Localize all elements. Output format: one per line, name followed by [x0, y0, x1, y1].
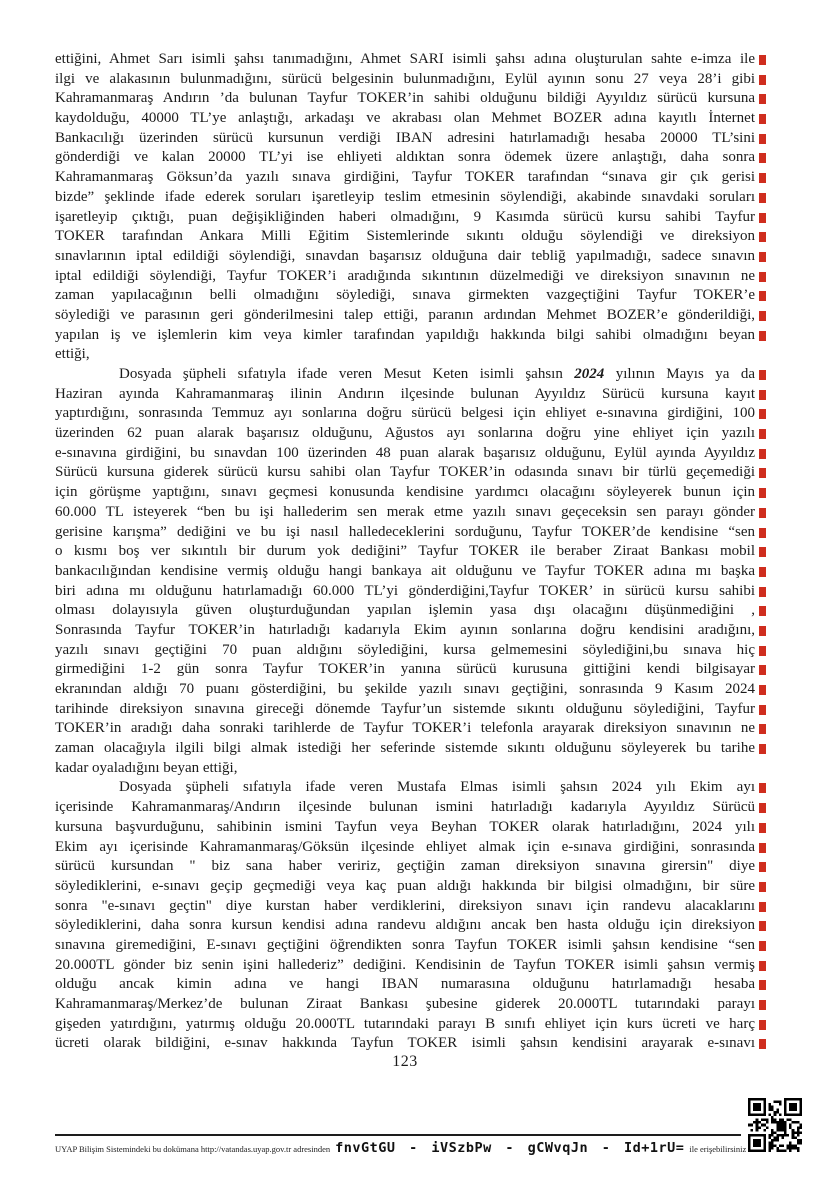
body-line: biri adına mı olduğunu hatırlamadığı 60.000 TL’yi gönderdiğini,Tayfur TOKER’ in sürücü kursu sahibi: [55, 582, 755, 602]
paragraph-2: [55, 365, 755, 778]
body-line: Ekim ayı içerisinde Kahramanmaraş/Göksün ilçesinde ehliyet almak için e-sınava girdiğini, sonrasında: [55, 838, 755, 858]
footer-suffix-text: ile erişebilirsiniz: [689, 1144, 747, 1154]
body-line: zaman olacağıyla ilgili bilgi almak istediği her seferinde sistemde sıkıntı olduğunu söyleyerek bu tarihe: [55, 739, 755, 759]
body-line: ücreti olarak bildiğini, e-sınav hakkında Tayfun TOKER isimli şahsın kendisini arayarak e-sınavı: [55, 1034, 755, 1054]
body-line: ettiğini, Ahmet Sarı isimli şahsı tanımadığını, Ahmet SARI isimli şahsı adına oluşturulan sahte e-imza ile: [55, 50, 755, 70]
body-line: bankacılığından kendisine vermiş olduğu hangi bankaya ait olduğunu ve Tayfur TOKER adına mı başka: [55, 562, 755, 582]
body-line: ettiği,: [55, 346, 90, 363]
body-line: yaptırdığını, sonrasında Temmuz ayı sonlarına doğru sürücü belgesi için ehliyet e-sınavına girdiğini, 100: [55, 404, 755, 424]
body-line: 60.000 TL isteyerek “ben bu işi hallederim sen merak etme yazılı sınavı geçeceksin sen parayı gönder: [55, 503, 755, 523]
body-line: sürücü kursundan " biz sana haber veririz, geçtiğin zaman direksiyon sınavına girersin" diye: [55, 857, 755, 877]
body-line: yapılan iş ve işlemlerin kim veya kimler tarafından yapıldığı hakkında bilgi sahibi olmadığını beyan: [55, 326, 755, 346]
body-line: söylediği ve parasının geri gönderilmesini talep ettiği, paranın ardından Mehmet BOZER’e gönderildiği,: [55, 306, 755, 326]
body-line: zaman yapılacağının belli olmadığını söylediği, sınava girmekten vazgeçtiğini Tayfur TOKER’e: [55, 286, 755, 306]
body-line: gişeden yatırdığını, yatırmış olduğu 20.000TL tutarındaki parayı B sınıfı ehliyet için kurs ücreti ve harç: [55, 1015, 755, 1035]
body-line: Sürücü kursuna giderek sürücü kursu sahibi olan Tayfur TOKER’in odasında sınavı bir türlü geçemediği: [55, 463, 755, 483]
body-line: söylediklerini, daha sonra kursun kendisi adına randevu aldığını ancak ben hasta olduğu için direksiyon: [55, 916, 755, 936]
body-line: Sonrasında Tayfur TOKER’in hatırladığı kadarıyla Ekim ayının sonlarına doğru kendisini aradığını,: [55, 621, 755, 641]
body-line: e-sınavına girdiğini, bu sınavdan 100 üzerinden 48 puan alarak başarısız olduğunu, Eylül ayında Ayyıldız: [55, 444, 755, 464]
body-line: ekranından aldığı 70 puanı gösterdiğini, bu şekilde yazılı sınavı geçtiğini, sonrasında 9 Kasım 2024: [55, 680, 755, 700]
body-line: içerisinde Kahramanmaraş/Andırın ilçesinde bulunan ismini hatırladığı kadarıyla Ayyıldız Sürücü: [55, 798, 755, 818]
body-line: söylediklerini, e-sınavı geçip geçmediği veya kaç puan aldığı hakkında bir bilgisi olmadığını, bir süre: [55, 877, 755, 897]
body-line: 20.000TL gönder biz senin işini hallederiz” dediğini. Kendisinin de Tayfun TOKER isimli şahsın vermiş: [55, 956, 755, 976]
body-line: Kahramanmaraş Andırın ’da bulunan Tayfur TOKER’in sahibi olduğunu bildiği Ayyıldız sürücü kursuna: [55, 89, 755, 109]
body-line: kaydolduğu, 40000 TL’ye anlaştığı, arkadaşı ve akrabası olan Mehmet BOZER adına kayıtlı İnternet: [55, 109, 755, 129]
uyap-access-code: fnvGtGU - iVSzbPw - gCWvqJn - Id+1rU=: [335, 1140, 685, 1156]
paragraph-3: [55, 778, 755, 1054]
body-line: gerisine karışma” dediğini ve bu işi nasıl halledeceklerini sorduğunu, Tayfur TOKER’de kendisine “sen: [55, 523, 755, 543]
document-body: [55, 50, 755, 1054]
body-line: iptal edildiği söylendiği, Tayfur TOKER’i aradığında sıkıntının düzelmediği ve direksiyon sınavının ne: [55, 267, 755, 287]
body-line: sonra "e-sınavı geçtin" diye kurstan haber verdiklerini, direksiyon sınavı için randevu alacaklarını: [55, 897, 755, 917]
body-text-segment: yılının Mayıs ya da: [604, 366, 755, 382]
body-text-segment: Dosyada şüpheli sıfatıyla ifade veren Mesut Keten isimli şahsın: [119, 366, 575, 382]
footer: [55, 1140, 755, 1158]
body-line: bizde” şeklinde ifade ederek soruları işaretleyip teslim etmesinin söylendiği, akabinde sınavdaki soruları: [55, 188, 755, 208]
body-line: o kısmı boş ver sıkıntılı bir durum yok dediğini” Tayfur TOKER ile beraber Ziraat Bankası mobil: [55, 542, 755, 562]
bold-italic-text: 2024: [574, 366, 605, 382]
body-line: kursuna başvurduğunu, sahibinin ismini Tayfun veya Beyhan TOKER olarak hatırladığını, 2024 yılı: [55, 818, 755, 838]
body-line: yazılı sınavı geçtiğini 70 puan aldığını söylediğini, kursa gelmemesini söylediğini,bu sınava hiç: [55, 641, 755, 661]
body-line: [55, 365, 755, 385]
body-line: olması dolayısıyla güven oluşturduğundan yapılan işlemin yasa dışı olacağını düşünmediğini ,: [55, 601, 755, 621]
body-line: TOKER’in aradığı daha sonraki tarihlerde de Tayfur TOKER’i telefonla arayarak direksiyon sınavının ne: [55, 719, 755, 739]
qr-code-icon: [748, 1098, 802, 1152]
body-line: üzerinden 62 puan alarak başarısız olduğunu, Ağustos ayı sonlarına doğru yine ehliyet için yazılı: [55, 424, 755, 444]
footer-divider: [55, 1134, 741, 1136]
body-line: için görüşme yaptığını, sınavı geçmesi konusunda kendisine yardımcı olacağını söyleyerek bunun için: [55, 483, 755, 503]
body-line: olduğu ancak kimin adına ve hangi IBAN numarasına olduğunu hatırlamadığı hesaba: [55, 975, 755, 995]
body-line: tarihinde direksiyon sınavına gireceği dönemde Tayfur’un sistemde sıkıntı olduğunu söylediğini, Tayfur: [55, 700, 755, 720]
footer-prefix-text: UYAP Bilişim Sistemindeki bu dokümana http://vatandas.uyap.gov.tr adresinden: [55, 1144, 331, 1154]
body-line: TOKER tarafından Ankara Milli Eğitim Sistemlerinde sıkıntı olduğu söylendiği ve direksiyon: [55, 227, 755, 247]
body-line: Bankacılığı üzerinden sürücü kursunun verdiği IBAN adresini hatırlamadığı hesaba 20000 TL’sini: [55, 129, 755, 149]
body-line: sınavına giremediğini, E-sınavı geçtiğini öğrendikten sonra Tayfun TOKER isimli şahsın kendisine “sen: [55, 936, 755, 956]
paragraph-1: [55, 50, 755, 365]
body-line: Kahramanmaraş Göksun’da yazılı sınava girdiğini, Tayfur TOKER tarafından “sınava gir çık gerisi: [55, 168, 755, 188]
body-line: Haziran ayında Kahramanmaraş ilinin Andırın ilçesinde bulunan Ayyıldız Sürücü kursuna kayıt: [55, 385, 755, 405]
body-line: Dosyada şüpheli sıfatıyla ifade veren Mustafa Elmas isimli şahsın 2024 yılı Ekim ayı: [55, 778, 755, 798]
body-line: ilgi ve alakasının bulunmadığını, sürücü belgesinin bulunmadığını, Eylül ayının sonu 27 veya 28’i gibi: [55, 70, 755, 90]
body-line: girmediğini 1-2 gün sonra Tayfur TOKER’in yanına sürücü kurusuna gittiğini kendi bilgisayar: [55, 660, 755, 680]
body-line: kadar oyaladığını beyan ettiği,: [55, 759, 238, 776]
body-line: sınavlarının iptal edildiği söylendiği, sınavdan başarısız olduğuna dair tebliğ yapılmadığı, sadece sınavın: [55, 247, 755, 267]
body-line: işaretleyip çıktığı, puan değişikliğinden haberi olmadığını, 9 Kasımda sürücü kursu sahibi Tayfur: [55, 208, 755, 228]
body-line: Kahramanmaraş/Merkez’de bulunan Ziraat Bankası şubesine giderek 20.000TL tutarındaki parayı: [55, 995, 755, 1015]
body-line: gönderdiği ve kalan 20000 TL’yi ise ehliyeti aldıktan sonra ödemek üzere anlaştığı, daha sonra: [55, 148, 755, 168]
page-number: 123: [392, 1053, 418, 1070]
